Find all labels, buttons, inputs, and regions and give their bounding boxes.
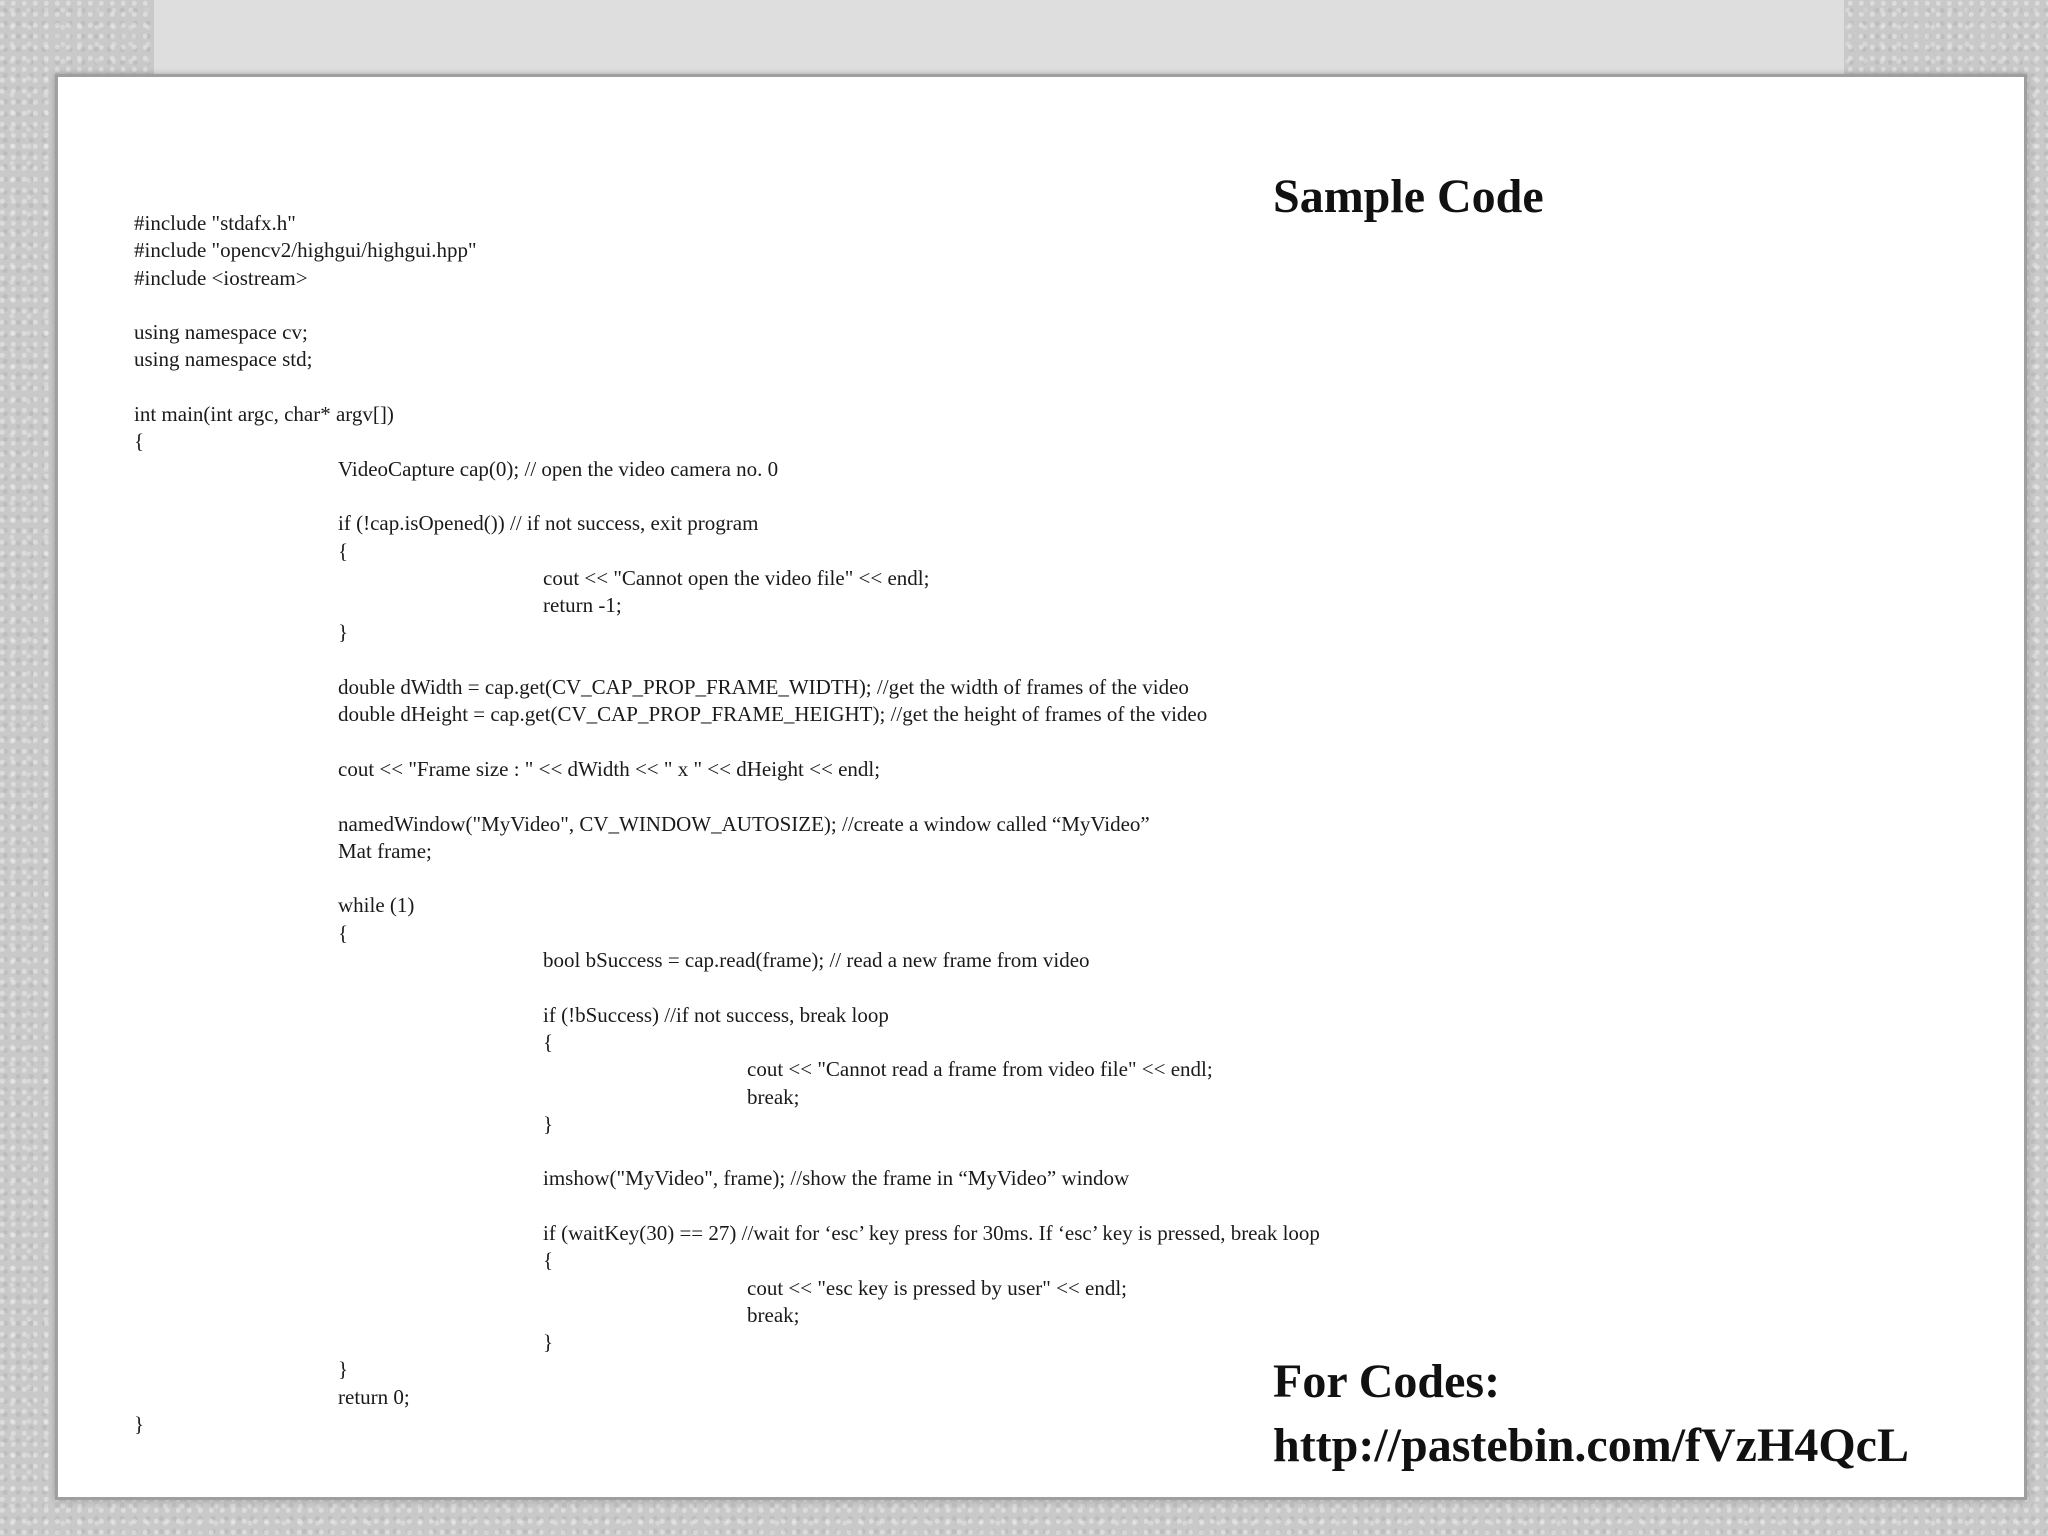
code-block — [134, 210, 1320, 1438]
code-line: } — [134, 1412, 145, 1437]
codes-footer — [1273, 1350, 1909, 1478]
pastebin-link[interactable]: http://pastebin.com/fVzH4QcL — [1273, 1419, 1909, 1472]
code-line — [134, 783, 1320, 810]
code-line — [134, 974, 1320, 1001]
slide-title: Sample Code — [1273, 170, 1544, 223]
code-line: } — [338, 1357, 349, 1382]
code-line: return 0; — [338, 1384, 410, 1409]
code-line — [134, 729, 1320, 756]
code-line: if (!cap.isOpened()) // if not success, exit program — [338, 511, 759, 536]
code-line: } — [543, 1330, 554, 1355]
code-line: if (waitKey(30) == 27) //wait for ‘esc’ key press for 30ms. If ‘esc’ key is pressed, break loop — [543, 1220, 1320, 1245]
code-line: break; — [747, 1084, 800, 1109]
code-line — [134, 647, 1320, 674]
top-background-band — [154, 0, 1844, 74]
code-line: while (1) — [338, 893, 415, 918]
code-line: { — [338, 920, 349, 945]
code-line: cout << "Cannot read a frame from video file" << endl; — [747, 1057, 1213, 1082]
code-line: #include <iostream> — [134, 265, 308, 290]
code-line: #include "opencv2/highgui/highgui.hpp" — [134, 238, 477, 263]
code-line: imshow("MyVideo", frame); //show the frame in “MyVideo” window — [543, 1166, 1130, 1191]
slide — [55, 74, 2027, 1500]
code-line: namedWindow("MyVideo", CV_WINDOW_AUTOSIZE); //create a window called “MyVideo” — [338, 811, 1150, 836]
code-line: using namespace cv; — [134, 320, 308, 345]
code-line: { — [134, 429, 145, 454]
code-line: Mat frame; — [338, 838, 432, 863]
code-line: VideoCapture cap(0); // open the video camera no. 0 — [338, 456, 779, 481]
code-line: double dWidth = cap.get(CV_CAP_PROP_FRAME_WIDTH); //get the width of frames of the video — [338, 675, 1189, 700]
code-line: #include "stdafx.h" — [134, 211, 296, 235]
code-line: { — [543, 1029, 554, 1054]
code-line: using namespace std; — [134, 347, 313, 372]
footer-label: For Codes: — [1273, 1355, 1501, 1408]
code-line: bool bSuccess = cap.read(frame); // read a new frame from video — [543, 948, 1090, 973]
code-line: return -1; — [543, 593, 622, 618]
code-line: } — [338, 620, 349, 645]
code-line — [134, 292, 1320, 319]
code-line: cout << "Cannot open the video file" << endl; — [543, 565, 930, 590]
code-line — [134, 1193, 1320, 1220]
code-line — [134, 865, 1320, 892]
code-line — [134, 1138, 1320, 1165]
code-line: if (!bSuccess) //if not success, break loop — [543, 1002, 889, 1027]
code-line: double dHeight = cap.get(CV_CAP_PROP_FRAME_HEIGHT); //get the height of frames of the video — [338, 702, 1208, 727]
code-line: { — [543, 1248, 554, 1273]
code-line: cout << "esc key is pressed by user" << endl; — [747, 1275, 1128, 1300]
code-line — [134, 374, 1320, 401]
code-line — [134, 483, 1320, 510]
code-line: { — [338, 538, 349, 563]
code-line: break; — [747, 1302, 800, 1327]
code-line: int main(int argc, char* argv[]) — [134, 402, 394, 427]
code-line: } — [543, 1111, 554, 1136]
code-line: cout << "Frame size : " << dWidth << " x " << dHeight << endl; — [338, 756, 881, 781]
